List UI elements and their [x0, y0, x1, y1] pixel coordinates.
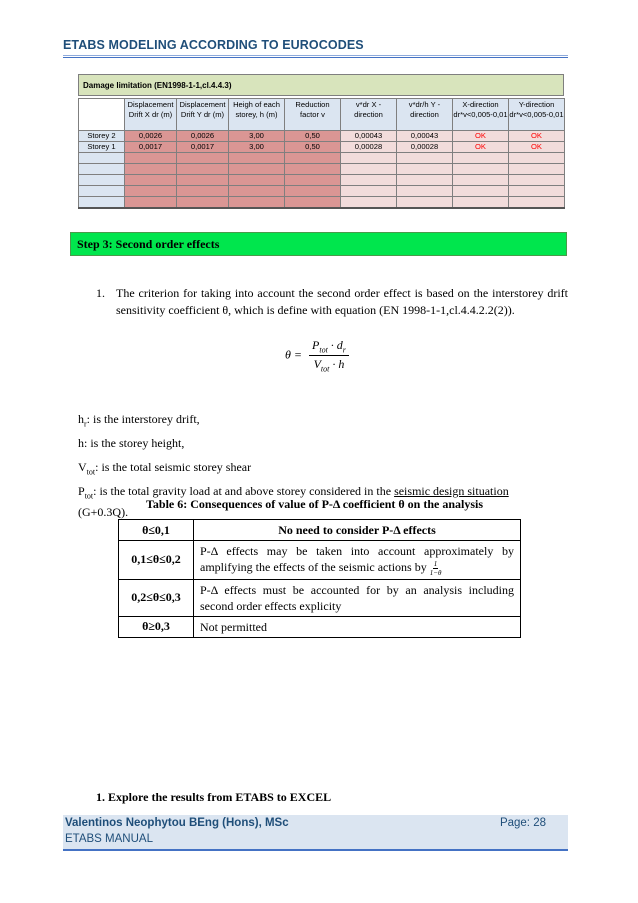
- table-cell: 0,0026: [177, 131, 229, 142]
- step-heading: Step 3: Second order effects: [70, 232, 567, 256]
- damage-limitation-table: [78, 74, 564, 209]
- definition-hr: $h_r$: is the interstorey drift,: [78, 412, 200, 429]
- table-row: [79, 186, 565, 197]
- table-row: [79, 164, 565, 175]
- table-cell: Storey 1: [79, 142, 125, 153]
- column-header: Reduction factor v: [285, 99, 341, 131]
- theta-formula: θ = $\frac{P_{tot} \cdot d_r}{V_{tot} \cdot h}$: [285, 338, 349, 374]
- table-cell: 0,0017: [125, 142, 177, 153]
- table-cell: 0,50: [285, 142, 341, 153]
- column-header: Heigh of each storey, h (m): [229, 99, 285, 131]
- table-row: [119, 616, 521, 637]
- status-cell: OK: [453, 131, 509, 142]
- list-item-text: The criterion for taking into account the second order effect is based on the interstorey drift sensitivity coefficient θ, which is define with equation (EN 1998-1-1,cl.4.4.2.2(2)).: [116, 286, 568, 317]
- list-number: 1.: [96, 286, 105, 300]
- column-header: Displacement Drift Y dr (m): [177, 99, 229, 131]
- theta-range: 0,1≤θ≤0,2: [119, 541, 194, 580]
- definition-h: h: is the storey height,: [78, 436, 185, 450]
- header-divider: [63, 55, 568, 56]
- column-header: Displacement Drift X dr (m): [125, 99, 177, 131]
- theta-range: 0,2≤θ≤0,3: [119, 579, 194, 616]
- table-cell: 0,00028: [341, 142, 397, 153]
- column-header: [79, 99, 125, 131]
- explore-heading: 1. Explore the results from ETABS to EXCEL: [96, 790, 332, 804]
- table-row: [79, 131, 565, 142]
- table-row: [79, 197, 565, 209]
- consequence-text: No need to consider P-Δ effects: [194, 520, 521, 541]
- formula-lhs: θ =: [285, 347, 302, 362]
- table-cell: 0,50: [285, 131, 341, 142]
- table-cell: 0,00043: [397, 131, 453, 142]
- page-number: Page: 28: [499, 817, 546, 829]
- status-cell: OK: [509, 131, 565, 142]
- damage-table-title: Damage limitation (EN1998-1-1,cl.4.4.3): [78, 74, 564, 96]
- table-caption: Table 6: Consequences of value of P-Δ coefficient θ on the analysis: [146, 497, 484, 511]
- header-title: ETABS MODELING ACCORDING TO EUROCODES: [63, 38, 364, 52]
- footer-author: Valentinos Neophytou BEng (Hons), MSc: [65, 817, 289, 829]
- seismic-design-situation-link: seismic design situation: [394, 484, 509, 498]
- table-row: [79, 153, 565, 164]
- table-cell: 3,00: [229, 131, 285, 142]
- table-cell: Storey 2: [79, 131, 125, 142]
- table-cell: 0,00028: [397, 142, 453, 153]
- consequence-text: Not permitted: [194, 616, 521, 637]
- table-row: [79, 142, 565, 153]
- column-header: v*dr X - direction: [341, 99, 397, 131]
- column-header: Y-direction dr*v<0,005-0,01: [509, 99, 565, 131]
- definition-vtot: $V_{tot}$: is the total seismic storey shear: [78, 460, 252, 477]
- table-cell: 3,00: [229, 142, 285, 153]
- consequences-table: [118, 519, 521, 638]
- amplification-fraction: $\frac{1}{1-\theta}$: [429, 559, 442, 577]
- table-row: [119, 541, 521, 580]
- definition-ptot: $P_{tot}$: is the total gravity load at and above storey considered in the seismic design situation (G+0.3Q).: [78, 484, 509, 520]
- consequence-text: P-Δ effects must be accounted for by an analysis including second order effects explicity: [194, 579, 521, 616]
- theta-range: θ≥0,3: [119, 616, 194, 637]
- column-header: v*dr/h Y - direction: [397, 99, 453, 131]
- table-row: [79, 175, 565, 186]
- theta-range: θ≤0,1: [119, 520, 194, 541]
- status-cell: OK: [453, 142, 509, 153]
- table-cell: 0,0017: [177, 142, 229, 153]
- table-row: [119, 579, 521, 616]
- column-header: X-direction dr*v<0,005-0,01: [453, 99, 509, 131]
- table-row: [119, 520, 521, 541]
- table-cell: 0,00043: [341, 131, 397, 142]
- status-cell: OK: [509, 142, 565, 153]
- header-divider-2: [63, 57, 568, 58]
- page-footer: [63, 815, 568, 851]
- table-cell: 0,0026: [125, 131, 177, 142]
- footer-manual: ETABS MANUAL: [65, 833, 153, 845]
- consequence-text: P-Δ effects may be taken into account approximately by amplifying the effects of the seismic actions by $\frac{1}{1-\theta}$: [194, 541, 521, 580]
